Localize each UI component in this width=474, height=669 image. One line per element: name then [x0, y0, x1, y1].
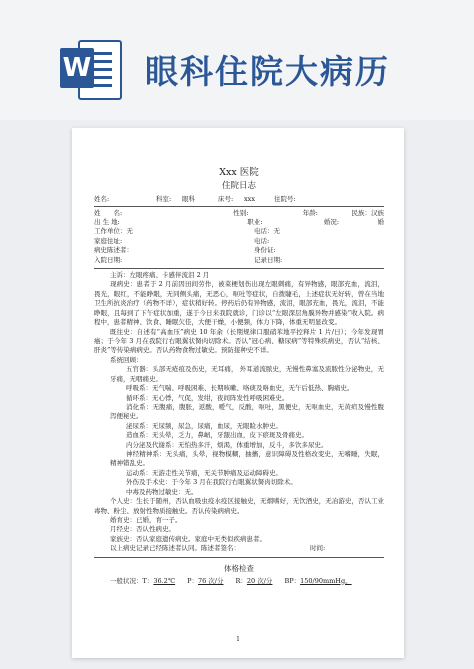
system-review-item: 消化系：无腹痛，腹胀，返酸，嗳气，反酸，呕吐，黑便史，无呕血史，无黄疸及慢性腹泻便秘史。 — [110, 402, 384, 421]
info-field: 电话: — [254, 236, 270, 245]
journal-title: 住院日志 — [221, 180, 256, 191]
info-field: 电话：无 — [254, 227, 280, 236]
info-field: 婚 — [377, 217, 385, 226]
system-review-item: 外伤及手术史：于今年 3 月在我院行右眼翼状胬肉切除术。 — [126, 478, 297, 487]
header-banner — [0, 0, 474, 120]
info-row — [94, 246, 384, 255]
vital-general — [110, 577, 175, 586]
signature-label: 以上病史记录已经陈述者认同。陈述者签名： — [110, 544, 240, 553]
vital-value: 20 次/分 — [246, 576, 273, 585]
vital-key: R： — [235, 576, 247, 585]
word-badge: W — [60, 48, 94, 88]
signature-time-label: 时间: — [310, 544, 326, 553]
vital-label: 一般状况： — [110, 576, 143, 585]
marital-history: 婚育史：已婚，育一子。 — [110, 516, 182, 524]
system-review-heading: 系统回顾： — [110, 355, 143, 364]
info-field: 姓 名: — [94, 208, 123, 217]
info-row — [94, 237, 384, 246]
info-field: 家庭住址: — [94, 236, 123, 245]
vital-pulse — [187, 577, 223, 586]
info-field: 工作单位：无 — [94, 227, 133, 236]
system-review-item: 呼吸系：无气喘、呼吸困难、长期咳嗽、咯痰及咯血史，无午后低热、胸痛史。 — [126, 384, 354, 393]
vital-bp — [284, 577, 351, 586]
system-review-item: 中毒及药物过敏史：无。 — [126, 487, 198, 496]
info-field: 婚况: — [323, 217, 340, 226]
info-field: 性别: — [233, 208, 249, 217]
bed-label: 床号: — [218, 195, 234, 204]
document-content — [94, 166, 384, 586]
vital-value: 76 次/分 — [197, 576, 224, 585]
info-field: 出 生 地: — [94, 217, 120, 226]
info-field: 职业: — [247, 217, 263, 226]
info-row — [94, 227, 384, 236]
info-field: 入院日期: — [94, 255, 123, 264]
signature-row — [94, 544, 384, 553]
system-review-item: 内分泌及代谢系：无怕热多汗，烦渴，体重增加，反斗，多饮多尿史。 — [126, 440, 328, 449]
dept-label: 科室: — [156, 195, 172, 204]
name-label: 姓名: — [94, 195, 110, 204]
vital-key: T： — [142, 576, 154, 585]
system-review-list — [94, 365, 384, 497]
info-row — [94, 218, 384, 227]
vital-key: BP： — [284, 576, 301, 585]
system-review-item: 神经精神系：无头痛，头晕，视物模糊，抽搐，意识障碍及性格改变史，无嗜睡，失眠，精神错乱史。 — [110, 450, 384, 468]
document-page — [72, 128, 404, 658]
info-row — [94, 209, 384, 218]
admission-no-label: 住院号: — [274, 195, 296, 204]
hospital-name: Xxx 医院 — [219, 167, 259, 178]
family-history: 家族史：否认家庭遗传病史。家庭中无类似疾病患者。 — [110, 534, 266, 543]
info-field: 年龄: — [302, 208, 318, 217]
page-number: 1 — [236, 636, 240, 643]
patient-header-row — [94, 195, 384, 206]
info-field: 记录日期: — [254, 255, 283, 264]
vital-respiration — [236, 577, 273, 586]
menstrual-history: 月经史：否认性病史。 — [110, 525, 175, 534]
info-field: 民族：汉族 — [351, 208, 384, 217]
info-field: 病史陈述者： — [94, 246, 133, 255]
bed-value: xxx — [244, 195, 255, 204]
info-field: 身份证: — [254, 246, 276, 255]
divider — [94, 557, 384, 558]
past-history: 既往史：自述有“高血压”病史 10 年余（长期规律口服硝苯地平控释片 1 片/日）；今年发现胃癌；于今年 3 月在我院行右眼翼状胬肉切除术。否认“冠心病、糖尿病”等特殊疾病史，否认“结核、肝炎”等传染病病史。否认药物食物过敏史。预防接种史不详。 — [94, 327, 384, 355]
personal-history: 个人史：生长于随州，否认血吸虫疫水疫区接触史，无烟嗜好，无饮酒史，无冶游史，否认工业毒物、粉尘、放射性物质接触史。否认传染病病史。 — [94, 497, 384, 515]
system-review-item: 五官器：头部无疮痕及伤史，无耳痛， 外耳道流脓史，无慢性鼻塞及流脓性分泌物史，无牙痛，无咽痛史。 — [110, 365, 384, 383]
dept-value: 眼科 — [182, 195, 195, 204]
page-title: 眼科住院大病历 — [145, 52, 390, 91]
chief-complaint: 主诉：左眼疼痛、卡感伴流泪 2 月 — [110, 271, 210, 280]
info-row — [94, 256, 384, 265]
physical-exam-title: 体格检查 — [224, 563, 254, 573]
present-illness: 现病史：患者于 2 月前因田间劳作，被菜梗划伤出现左眼刺痛，有异物感，眼部充血，流泪，畏光，眼红，不能睁眼，无同侧头痛，无恶心，呕吐等症状，自拨睫毛，上述症状无好转，曾在当地卫生所抗炎治疗（药物不详），症状稍好转。停药后仍有异物感，流泪，眼部充血，畏光，流泪，不能睁眼，且每到了下午症状加重，遂于今日来我院就诊，门诊以“左眼深层角膜异物并感染”收入院。病程中，患者精神、饮食、睡眠欠佳，大便干燥，小便频，体力下降，体重无明显改变。 — [94, 280, 384, 327]
vital-key: P： — [187, 576, 198, 585]
word-document-icon — [60, 38, 120, 102]
vital-value: 150/90mmHg。 — [300, 576, 352, 585]
system-review-item: 运动系：无游走性关节痛，无关节肿痛及运动障碍史。 — [126, 468, 282, 477]
vitals-row — [94, 577, 384, 586]
system-review-item: 循环系：无心悸，气促，发绀，夜间阵发性呼吸困难史。 — [126, 393, 289, 402]
system-review-item: 泌尿系：无尿频，尿急，尿痛，血尿，无眼睑水肿史。 — [126, 421, 282, 430]
system-review-item: 造血系：无头晕，乏力，鼻衄，牙龈出血，皮下瘀斑及骨痛史。 — [126, 431, 308, 440]
vital-value: 36.2℃ — [153, 576, 176, 585]
divider — [94, 268, 384, 269]
patient-info — [94, 209, 384, 266]
